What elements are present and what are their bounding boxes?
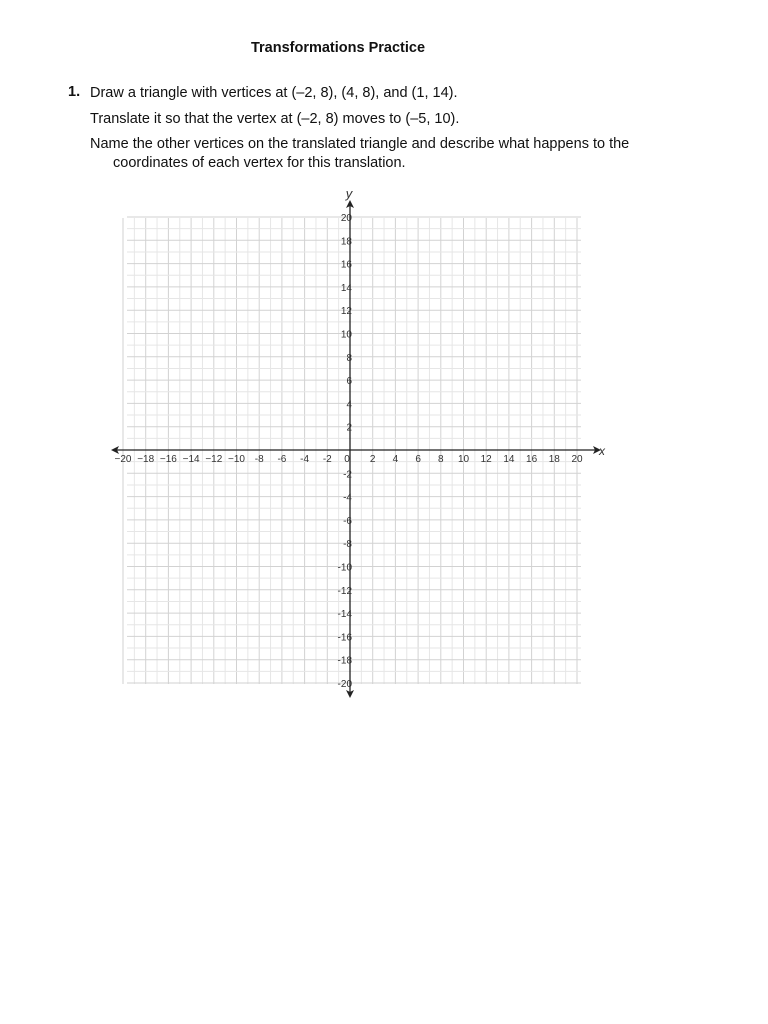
x-tick-label: −18 [137,454,155,465]
x-tick-label: 18 [548,454,560,465]
y-tick-label: 16 [340,259,352,271]
x-tick-label: 14 [503,454,515,465]
x-tick-label: -4 [300,454,310,465]
x-tick-label: 10 [457,454,470,465]
instruction-name-vertices-line2: coordinates of each vertex for this translation. [113,155,406,171]
y-tick-label: -8 [343,539,352,551]
y-tick-label: -10 [337,562,352,574]
y-tick-label: 6 [346,376,352,388]
y-tick-label: 10 [340,329,352,341]
x-tick-label: 8 [438,454,444,465]
x-tick-label: −12 [205,454,223,465]
x-tick-label: 0 [344,454,350,465]
instruction-translate: Translate it so that the vertex at (–2, 8) moves to (–5, 10). [90,111,460,127]
x-tick-label: 6 [415,454,421,465]
x-tick-label: −20 [114,454,132,465]
y-tick-label: -18 [337,655,352,667]
y-tick-label: -2 [343,469,352,481]
x-tick-label: −16 [159,454,177,465]
y-tick-label: 4 [346,399,352,411]
problem-number: 1. [68,84,81,100]
y-tick-label: -12 [337,585,352,597]
y-tick-label: -4 [343,492,352,504]
worksheet-title: Transformations Practice [250,40,426,56]
x-tick-label: −10 [228,454,245,465]
y-axis-label: y [345,186,353,201]
x-tick-label: -6 [277,454,287,465]
x-tick-label: 4 [392,454,399,465]
x-axis-label: x [599,444,605,458]
y-tick-label: 12 [340,306,352,318]
x-tick-label: 2 [369,454,376,465]
x-tick-label: 12 [480,454,492,465]
y-tick-label: 20 [340,213,352,224]
y-tick-label: 18 [340,236,352,248]
instruction-draw-triangle: Draw a triangle with vertices at (–2, 8), (4, 8), and (1, 14). [90,85,458,101]
x-tick-label: -2 [322,454,332,465]
y-tick-label: 14 [340,282,352,294]
x-tick-label: -8 [254,454,264,465]
y-tick-label: -20 [337,679,352,690]
x-tick-label: 20 [571,454,583,465]
y-tick-label: -14 [337,609,352,621]
x-tick-label: −14 [182,454,200,465]
instruction-name-vertices-line1: Name the other vertices on the translated triangle and describe what happens to the [90,136,630,152]
y-tick-label: -6 [343,515,352,527]
x-tick-label: 16 [526,454,538,465]
y-tick-label: 2 [346,422,352,434]
y-tick-label: -16 [337,632,352,644]
y-tick-label: 8 [346,352,352,364]
